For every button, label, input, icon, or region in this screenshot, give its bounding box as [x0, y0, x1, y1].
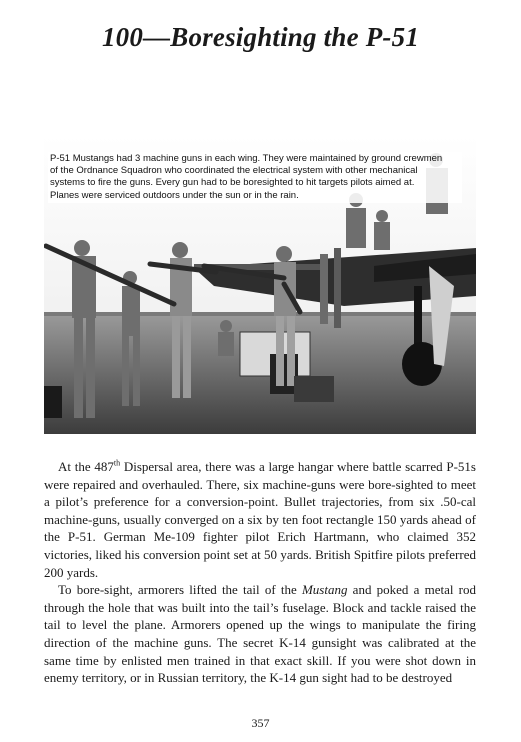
body-text	[44, 458, 476, 687]
photo-caption	[48, 152, 462, 203]
paragraph: To bore-sight, armorers lifted the tail of the Mustang and poked a metal rod through the hole that was built into the tail’s fuselage. Block and tackle raised the tail to level the plane. Armorers opened up the wings to manipulate the firing direction of the machine guns. The secret K-14 gunsight was calibrated at the same time by enlisted men trained in that exact skill. If you were shot down in enemy territory, or in Russian territory, the K-14 gun sight had to be destroyed	[44, 582, 477, 686]
page-number: 357	[251, 716, 270, 730]
paragraph: At the 487th Dispersal area, there was a large hangar where battle scarred P-51s were repaired and overhauled. There, six machine-guns were bore-sighted to meet a pilot’s preference for a conversion-point. Bullet trajectories, from six .50-cal machine-guns, usually converged on a six by ten foot rectangle 150 yards ahead of the P-51. German Me-109 fighter pilot Erich Hartmann, who claimed 352 victories, liked his conversion point set at 50 yards. British Spitfire pilots preferred 200 yards.	[44, 458, 476, 580]
page-title: 100—Boresighting the P-51	[101, 22, 420, 52]
caption-line: of the Ordnance Squadron who coordinated the electrical system with other mechanical	[50, 165, 418, 177]
caption-line: Planes were serviced outdoors under the sun or in the rain.	[50, 189, 299, 201]
aircraft-name: Mustang	[301, 582, 348, 598]
caption-line: P-51 Mustangs had 3 machine guns in each wing. They were maintained by ground crewmen	[50, 153, 443, 164]
caption-line: systems to fire the guns. Every gun had to be boresighted to hit targets pilots aimed at.	[50, 177, 415, 189]
ordnance-crew-photo	[44, 136, 476, 434]
